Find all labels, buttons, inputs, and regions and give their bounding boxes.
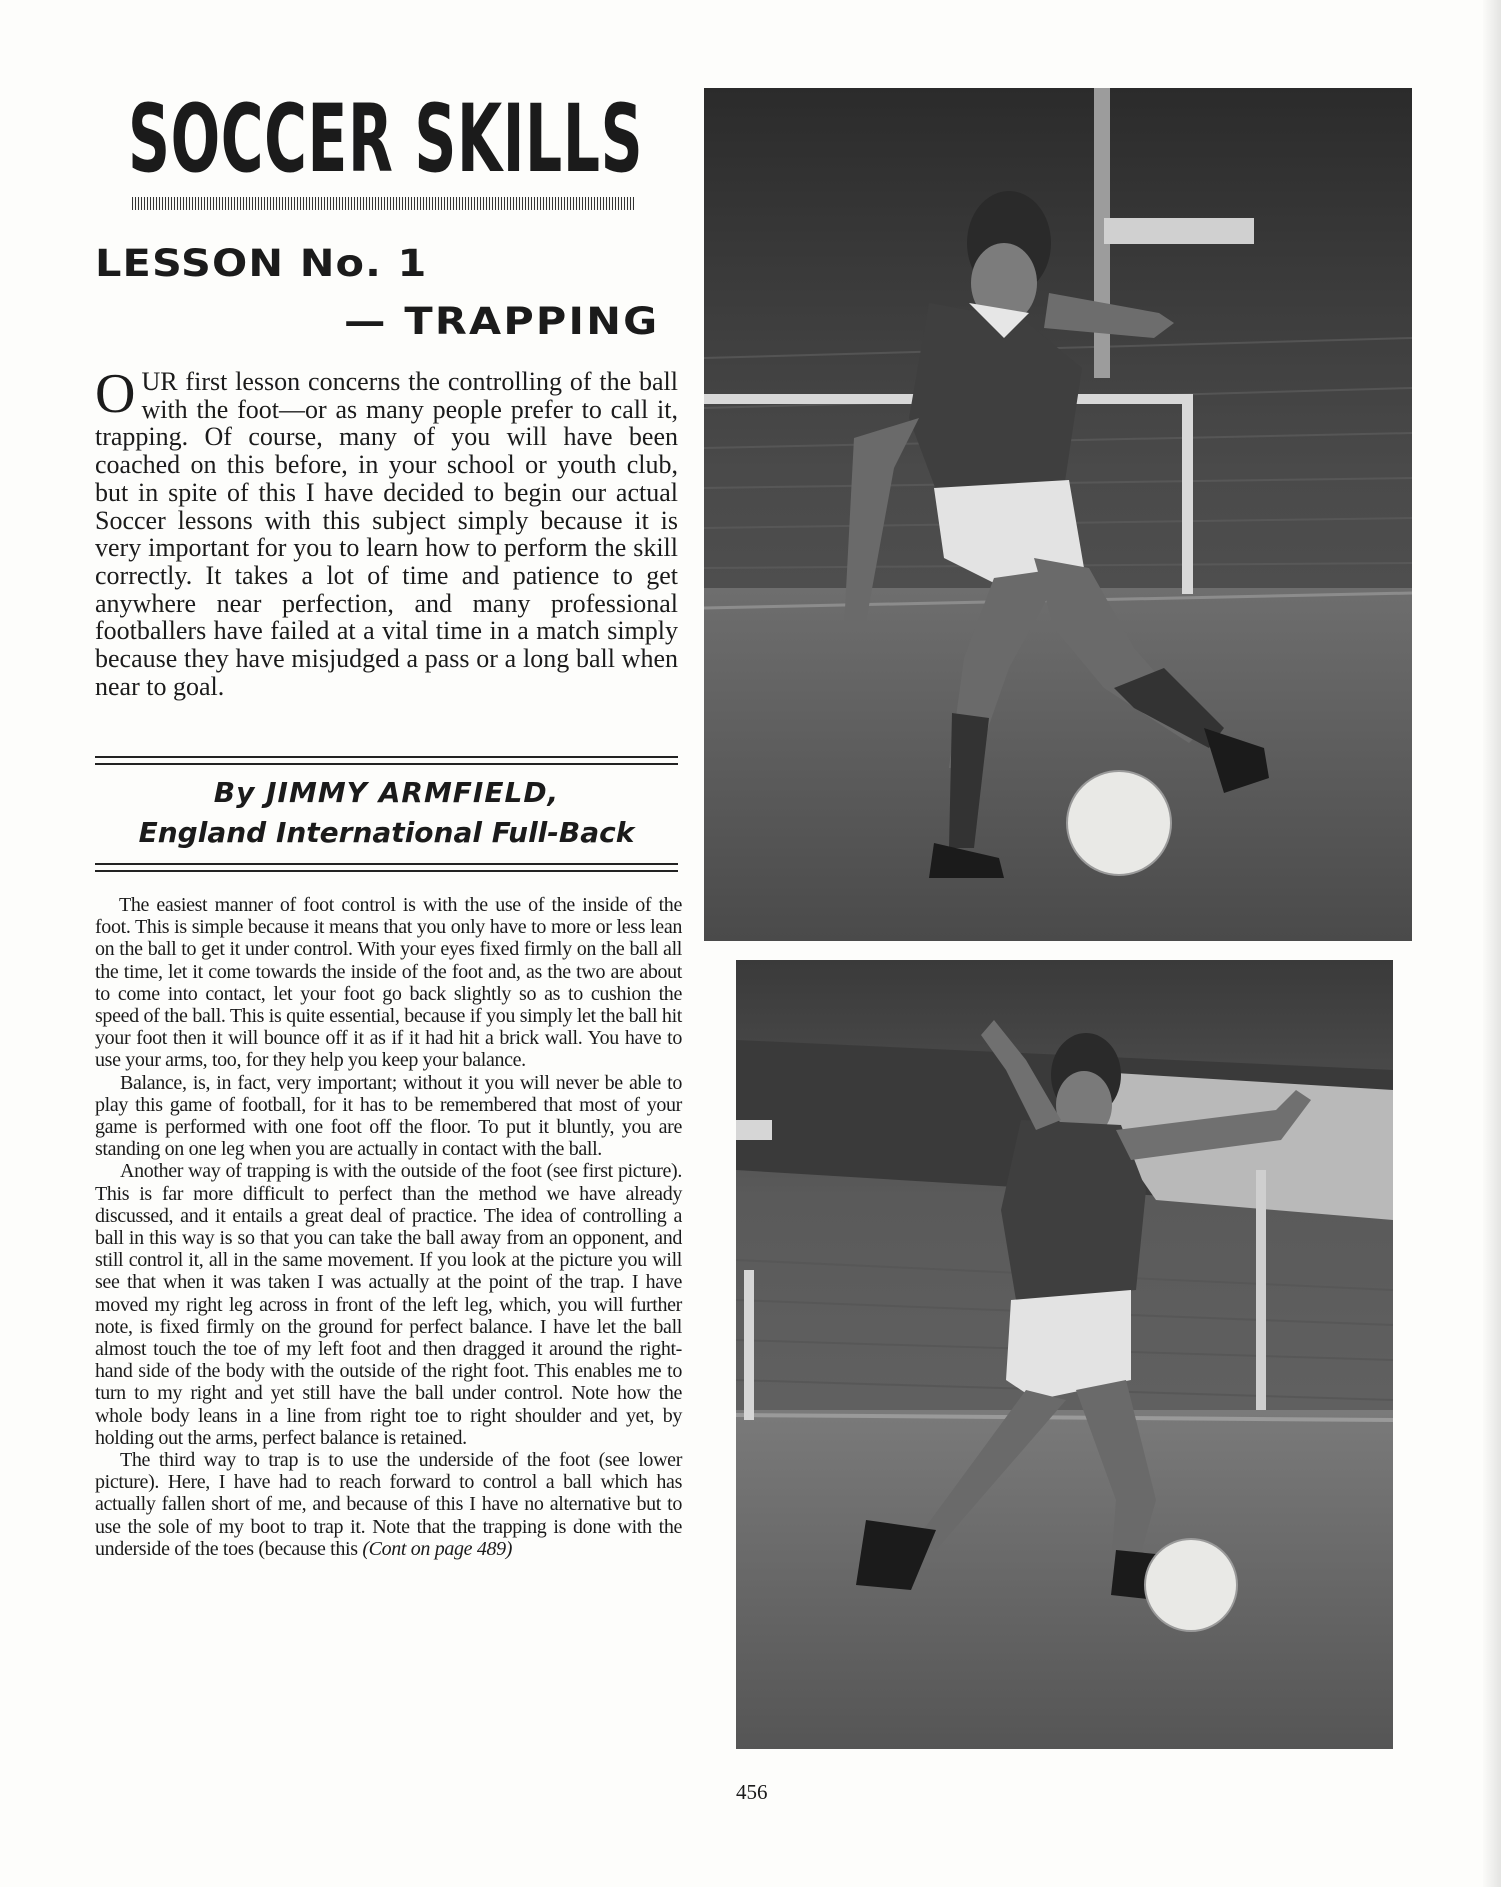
byline-author: By JIMMY ARMFIELD, xyxy=(213,776,560,809)
page-title: SOCCER SKILLS xyxy=(128,85,644,194)
body-paragraph-2: Balance, is, in fact, very important; without it you will never be able to play this game of football, for it has to be remembered that most of your game is performed with one foot off the floor. To put it bluntly, you are standing on one leg when you are actually in contact with the ball. xyxy=(95,1071,682,1161)
body-paragraph-1: The easiest manner of foot control is with the use of the inside of the foot. This is simple because it means that you only have to more or less lean on the ball to get it under control. With your eyes fixed firmly on the ball all the time, let it come towards the inside of the foot and, as the two are about to come into contact, let your foot go back slightly so as to cushion the speed of the ball. This is quite essential, because if you simply let the ball hit your foot then it will bounce off it as if it had hit a brick wall. You have to use your arms, too, for they help you keep your balance. xyxy=(95,894,682,1072)
byline-credential: England International Full-Back xyxy=(138,816,635,849)
byline-rule-top xyxy=(95,756,678,765)
page-edge-shadow xyxy=(1483,0,1501,1887)
continuation-note: (Cont on page 489) xyxy=(362,1537,513,1560)
photo-outside-foot-trap xyxy=(704,88,1412,941)
body-paragraph-4-text: The third way to trap is to use the underside of the foot (see lower picture). Here, I have had to reach forward to control a ball which has actually fallen short of me, and because of this I have no alternative but to use the sole of my boot to trap it. Note that the trapping is done with the underside of the toes (because this xyxy=(95,1449,682,1560)
intro-text: UR first lesson concerns the controlling of the ball with the foot—or as many people prefer to call it, trapping. Of course, many of you will have been coached on this before, in your school or youth club, but in spite of this I have decided to begin our actual Soccer lessons with this subject simply because it is very important for you to learn how to perform the skill correctly. It takes a lot of time and patience to get anywhere near perfection, and many professional footballers have failed at a vital time in a match simply because they have misjudged a pass or a long ball when near to goal. xyxy=(95,367,678,701)
page-number: 456 xyxy=(736,1780,768,1804)
drop-cap: O xyxy=(95,363,136,425)
lesson-heading: LESSON No. 1 xyxy=(95,242,428,285)
photo-underside-foot-trap xyxy=(736,960,1393,1749)
article-body xyxy=(95,894,682,1560)
intro-paragraph xyxy=(95,363,678,701)
title-underline-rule xyxy=(132,197,634,210)
body-paragraph-3: Another way of trapping is with the outside of the foot (see first picture). This is far more difficult to perfect than the method we have already discussed, and it entails a great deal of practice. The idea of controlling a ball in this way is so that you can take the ball away from an opponent, and still control it, all in the same movement. If you look at the picture you will see that when it was taken I was actually at the point of the trap. I have moved my right leg across in front of the left leg, which, you will further note, is fixed firmly on the ground for perfect balance. I have let the ball almost touch the toe of my left foot and then dragged it around the right-hand side of the body with the outside of the right foot. This enables me to turn to my right and yet still have the ball under control. Note how the whole body leans in a line from right toe to right shoulder and yet, by holding out the arms, perfect balance is retained. xyxy=(95,1160,682,1449)
body-paragraph-4 xyxy=(95,1449,682,1560)
lesson-topic: — TRAPPING xyxy=(344,300,660,343)
byline-rule-bottom xyxy=(95,863,678,872)
